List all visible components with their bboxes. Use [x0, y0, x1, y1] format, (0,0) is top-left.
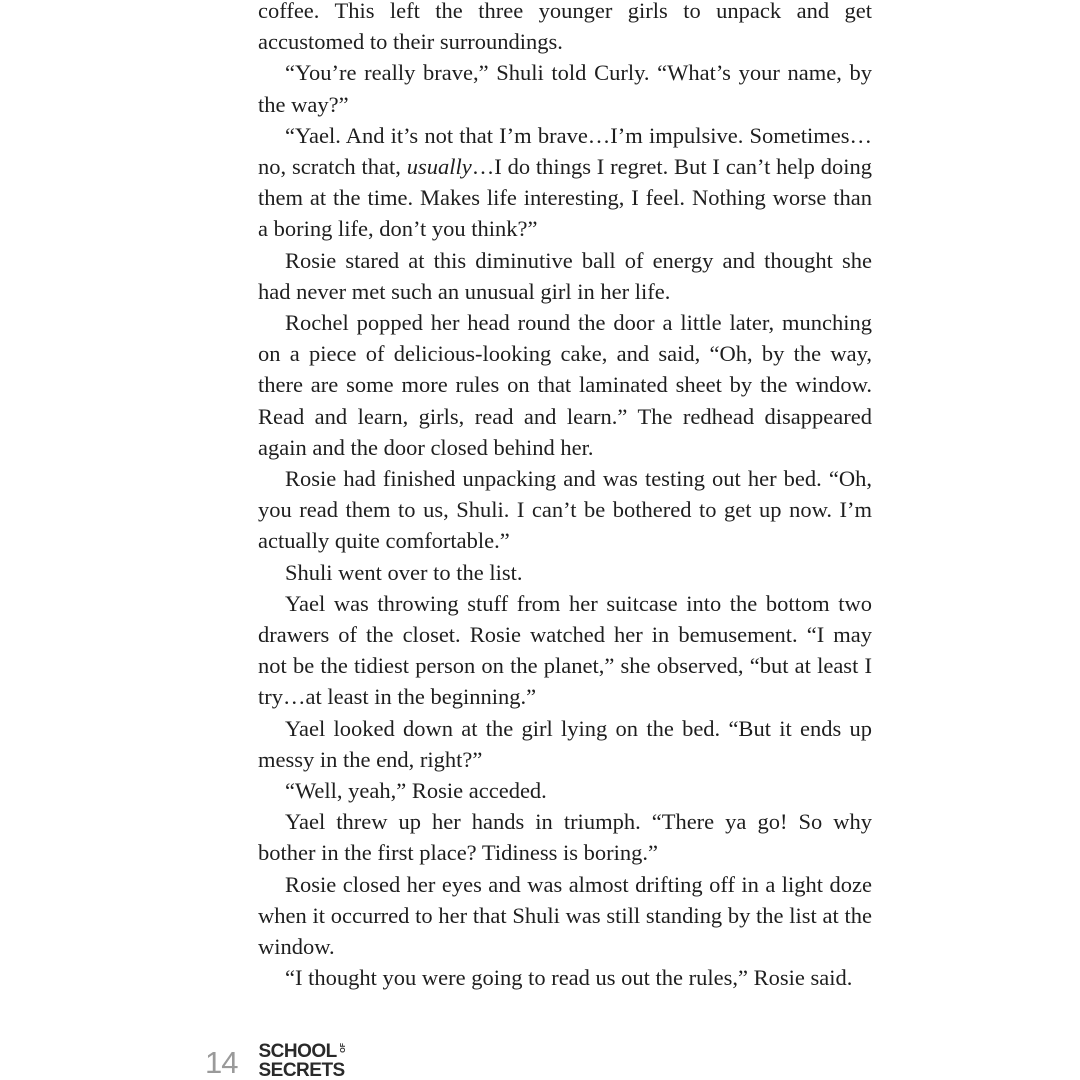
paragraph-3-text-b: …I do things I regret. But I can’t help doing them at the time. Makes life interesting, I feel. Nothing worse than a boring life, don’t you think?” [258, 154, 872, 242]
paragraph-8 [258, 588, 872, 713]
paragraph-12-text: Rosie closed her eyes and was almost drifting off in a light doze when it occurred to her that Shuli was still standing by the list at the window. [258, 871, 872, 960]
paragraph-5 [258, 307, 872, 463]
logo-of: OF [340, 1043, 348, 1053]
paragraph-5-text: Rochel popped her head round the door a little later, munching on a piece of delicious-looking cake, and said, “Oh, by the way, there are some more rules on that laminated sheet by the window. Read and learn, girls, read and learn.” The redhead disappeared again and the door closed behind her. [258, 310, 872, 460]
paragraph-4 [258, 245, 872, 307]
paragraph-9 [258, 713, 872, 775]
page-footer [205, 1042, 356, 1080]
book-logo [258, 1042, 356, 1080]
paragraph-1-text: coffee. This left the three younger girls to unpack and get accustomed to their surroundings. [258, 0, 872, 55]
paragraph-10-text: “Well, yeah,” Rosie acceded. [285, 778, 547, 804]
logo-line-school: SCHOOL [258, 1041, 337, 1062]
paragraph-11-text: Yael threw up her hands in triumph. “There ya go! So why bother in the first place? Tidiness is boring.” [258, 809, 872, 866]
paragraph-13-text: “I thought you were going to read us out the rules,” Rosie said. [285, 965, 853, 991]
paragraph-3-emphasis: usually [406, 154, 472, 180]
body-text [258, 0, 872, 994]
paragraph-11 [258, 806, 872, 868]
paragraph-6 [258, 463, 872, 557]
paragraph-2 [258, 57, 872, 119]
paragraph-7 [258, 557, 872, 588]
logo-line-secrets: SECRETS [258, 1060, 345, 1080]
paragraph-1 [258, 0, 872, 57]
paragraph-7-text: Shuli went over to the list. [285, 559, 523, 585]
paragraph-3 [258, 120, 872, 245]
paragraph-12 [258, 869, 872, 963]
paragraph-13 [258, 962, 872, 993]
paragraph-8-text: Yael was throwing stuff from her suitcase into the bottom two drawers of the closet. Rosie watched her in bemusement. “I may not be the tidiest person on the planet,” she observed, “but at least I try…at least in the beginning.” [258, 590, 872, 710]
paragraph-3-text-a: “Yael. And it’s not that I’m brave…I’m impulsive. Sometimes… no, scratch that, [258, 122, 872, 180]
paragraph-6-text: Rosie had finished unpacking and was testing out her bed. “Oh, you read them to us, Shuli. I can’t be bothered to get up now. I’m actually quite comfortable.” [258, 466, 872, 554]
paragraph-10 [258, 775, 872, 806]
paragraph-4-text: Rosie stared at this diminutive ball of energy and thought she had never met such an unusual girl in her life. [258, 247, 872, 304]
page-number: 14 [205, 1044, 238, 1080]
paragraph-2-text: “You’re really brave,” Shuli told Curly. “What’s your name, by the way?” [258, 60, 872, 117]
paragraph-9-text: Yael looked down at the girl lying on the bed. “But it ends up messy in the end, right?” [258, 715, 872, 772]
